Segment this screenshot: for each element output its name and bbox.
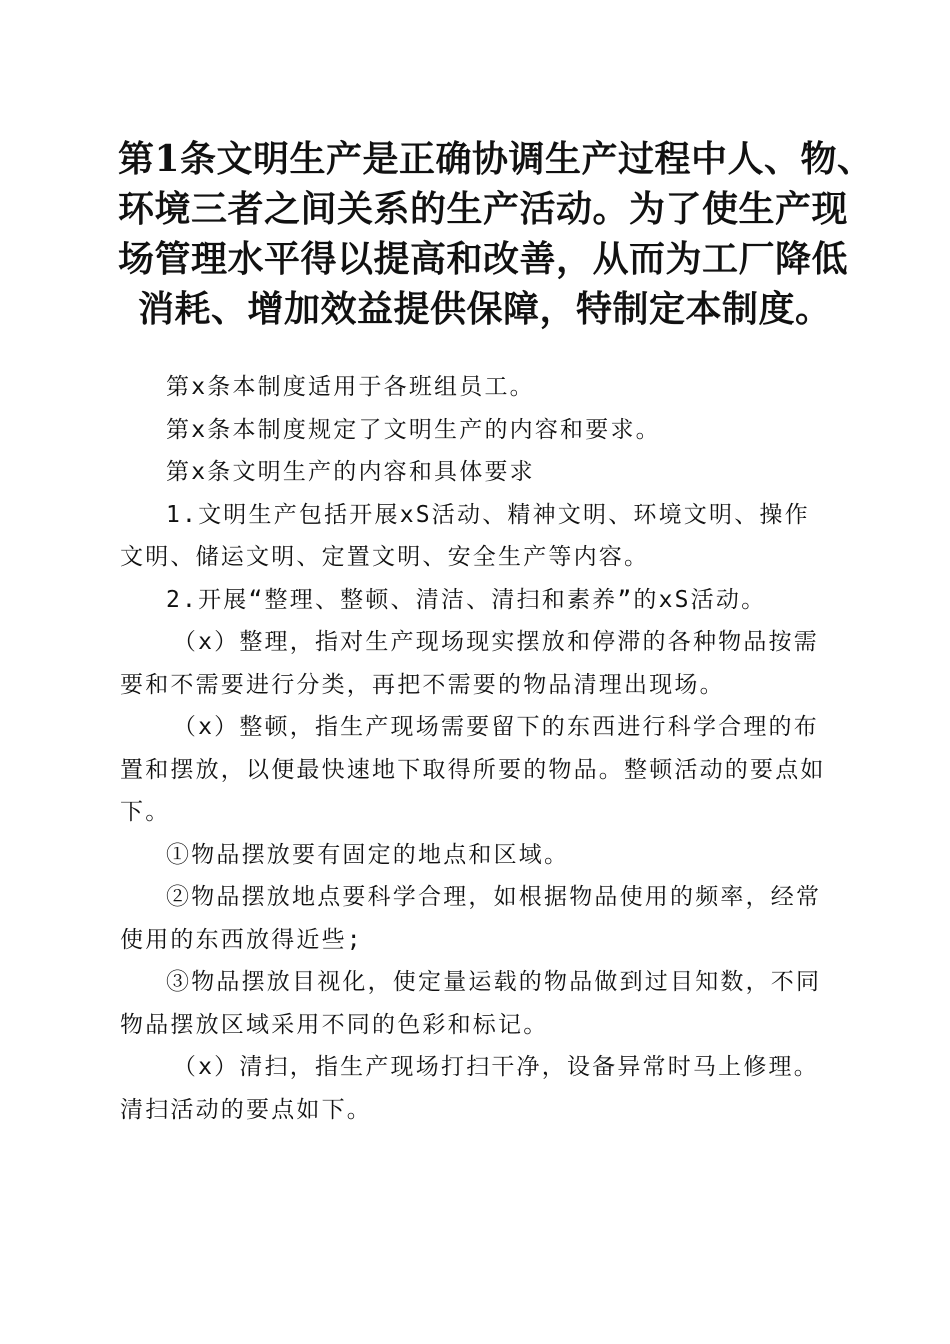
paragraph-point-3: ③物品摆放目视化，使定量运载的物品做到过目知数，不同物品摆放区域采用不同的色彩和标记。 bbox=[120, 969, 822, 1038]
paragraph-item-2: 2.开展“整理、整顿、清洁、清扫和素养”的xS活动。 bbox=[166, 586, 767, 613]
document-title bbox=[118, 134, 874, 334]
paragraph-item-1: 1.文明生产包括开展xS活动、精神文明、环境文明、操作文明、储运文明、定置文明、安全生产等内容。 bbox=[120, 501, 810, 570]
title-line-4: 消耗、增加效益提供保障，特制定本制度。 bbox=[138, 288, 832, 330]
paragraph-scope: 第x条本制度适用于各班组员工。 bbox=[166, 374, 535, 400]
paragraph-content-rule: 第x条本制度规定了文明生产的内容和要求。 bbox=[166, 416, 661, 443]
paragraph-shine: （x）清扫，指生产现场打扫干净，设备异常时马上修理。清扫活动的要点如下。 bbox=[120, 1054, 819, 1123]
paragraph-requirements-heading: 第x条文明生产的内容和具体要求 bbox=[166, 459, 535, 485]
paragraph-set-in-order: （x）整顿，指生产现场需要留下的东西进行科学合理的布置和摆放，以便最快速地下取得所要的物品。整顿活动的要点如下。 bbox=[120, 714, 826, 825]
paragraph-point-1: ①物品摆放要有固定的地点和区域。 bbox=[166, 841, 570, 868]
title-line-3: 场管理水平得以提高和改善，从而为工厂降低 bbox=[118, 238, 849, 280]
document-body bbox=[120, 366, 832, 1131]
paragraph-sort: （x）整理，指对生产现场现实摆放和停滞的各种物品按需要和不需要进行分类，再把不需要的物品清理出现场。 bbox=[120, 629, 819, 698]
title-line-1: 第1条文明生产是正确协调生产过程中人、物、 bbox=[118, 138, 874, 180]
title-line-2: 环境三者之间关系的生产活动。为了使生产现 bbox=[118, 188, 849, 230]
paragraph-point-2: ②物品摆放地点要科学合理，如根据物品使用的频率，经常使用的东西放得近些; bbox=[120, 884, 822, 953]
